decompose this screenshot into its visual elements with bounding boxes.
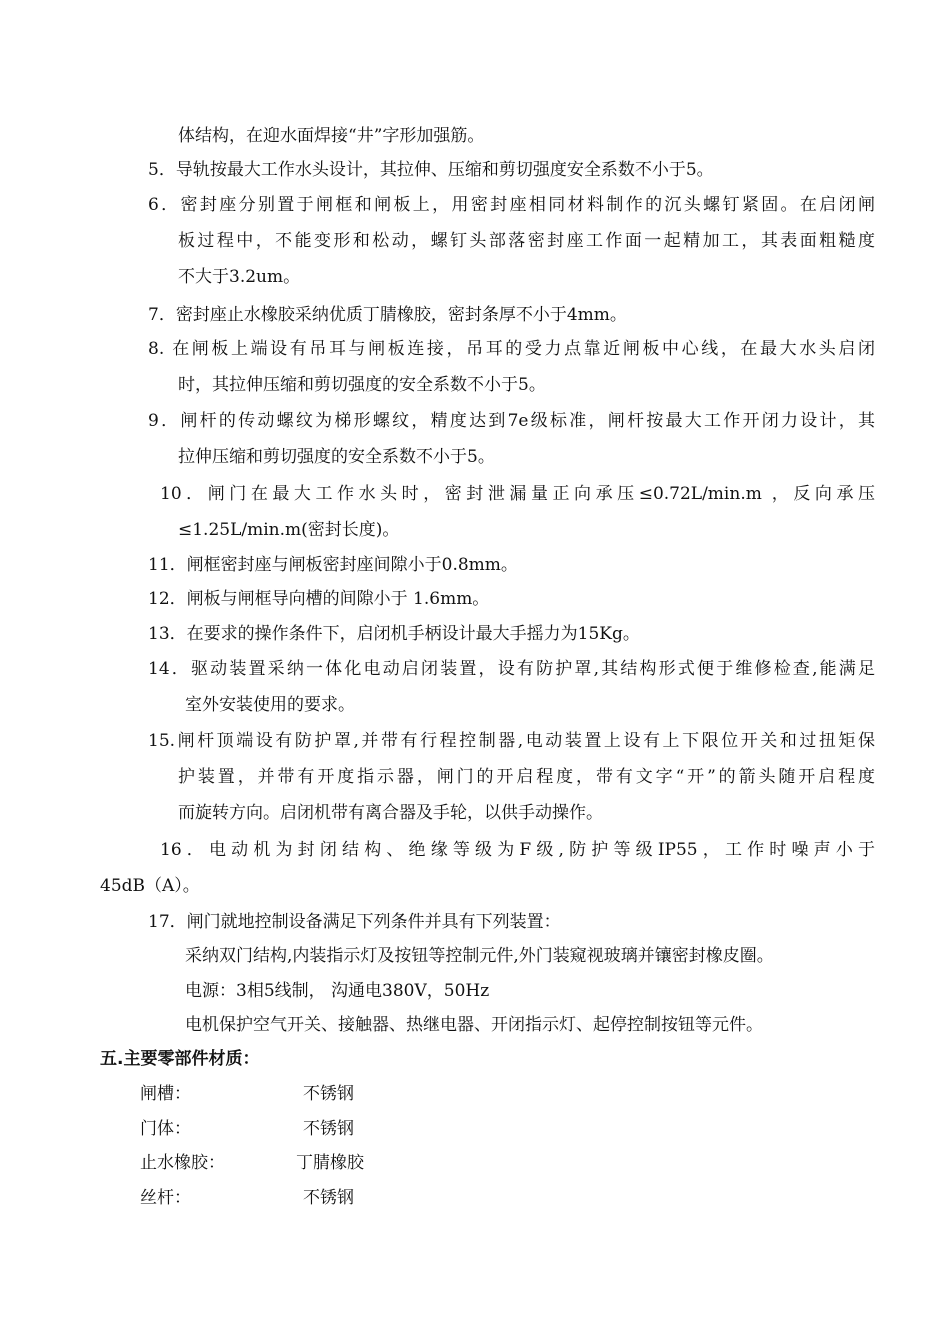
material-part-label: 门体： — [140, 1119, 191, 1139]
list-item-15-cont: 护装置，并带有开度指示器，闸门的开启程度，带有文字“开”的箭头随开启程度 — [178, 767, 875, 787]
list-item-15: 15.闸杆顶端设有防护罩,并带有行程控制器,电动装置上设有上下限位开关和过扭矩保 — [148, 731, 875, 751]
list-item-6-cont: 不大于3.2um。 — [178, 267, 301, 287]
material-part-label: 止水橡胶： — [140, 1153, 225, 1173]
list-item-5: 5．导轨按最大工作水头设计，其拉伸、压缩和剪切强度安全系数不小于5。 — [148, 160, 714, 180]
material-part-label: 闸槽： — [140, 1084, 191, 1104]
material-value: 丁腈橡胶 — [296, 1153, 364, 1173]
list-item-8-cont: 时，其拉伸压缩和剪切强度的安全系数不小于5。 — [178, 375, 546, 395]
list-item-15-cont: 而旋转方向。启闭机带有离合器及手轮，以供手动操作。 — [178, 803, 603, 823]
sub-item: 电源：3相5线制， 沟通电380V，50Hz — [185, 981, 490, 1001]
list-item-9-cont: 拉伸压缩和剪切强度的安全系数不小于5。 — [178, 447, 495, 467]
list-item-6-cont: 板过程中，不能变形和松动，螺钉头部落密封座工作面一起精加工，其表面粗糙度 — [178, 231, 875, 251]
material-value: 不锈钢 — [303, 1188, 354, 1208]
list-item-7: 7．密封座止水橡胶采纳优质丁腈橡胶，密封条厚不小于4mm。 — [148, 305, 627, 325]
section-heading: 五.主要零部件材质： — [100, 1049, 260, 1069]
sub-item: 采纳双门结构,内装指示灯及按钮等控制元件,外门装窥视玻璃并镶密封橡皮圈。 — [185, 946, 774, 966]
material-part-label: 丝杆： — [140, 1188, 191, 1208]
list-item-13: 13．在要求的操作条件下，启闭机手柄设计最大手摇力为15Kg。 — [148, 624, 640, 644]
list-item-8: 8. 在闸板上端设有吊耳与闸板连接，吊耳的受力点靠近闸板中心线，在最大水头启闭 — [148, 339, 875, 359]
list-item-9: 9．闸杆的传动螺纹为梯形螺纹，精度达到7e级标准，闸杆按最大工作开闭力设计，其 — [148, 411, 875, 431]
list-item-14: 14．驱动装置采纳一体化电动启闭装置，设有防护罩,其结构形式便于维修检查,能满足 — [148, 659, 875, 679]
list-item-12: 12．闸板与闸框导向槽的间隙小于 1.6mm。 — [148, 589, 490, 609]
paragraph-line: 体结构，在迎水面焊接“井”字形加强筋。 — [178, 126, 485, 146]
material-value: 不锈钢 — [303, 1084, 354, 1104]
list-item-10-cont: ≤1.25L/min.m(密封长度)。 — [178, 520, 400, 540]
list-item-6: 6．密封座分别置于闸框和闸板上，用密封座相同材料制作的沉头螺钉紧固。在启闭闸 — [148, 195, 875, 215]
list-item-11: 11．闸框密封座与闸板密封座间隙小于0.8mm。 — [148, 555, 518, 575]
list-item-14-cont: 室外安装使用的要求。 — [185, 695, 355, 715]
material-value: 不锈钢 — [303, 1119, 354, 1139]
list-item-16-cont: 45dB（A）。 — [100, 876, 200, 896]
list-item-17: 17．闸门就地控制设备满足下列条件并具有下列装置： — [148, 912, 561, 932]
list-item-16: 16．电动机为封闭结构、绝缘等级为F级,防护等级IP55，工作时噪声小于 — [160, 840, 875, 860]
list-item-10: 10．闸门在最大工作水头时，密封泄漏量正向承压≤0.72L/min.m ，反向承压 — [160, 484, 875, 504]
sub-item: 电机保护空气开关、接触器、热继电器、开闭指示灯、起停控制按钮等元件。 — [185, 1015, 763, 1035]
